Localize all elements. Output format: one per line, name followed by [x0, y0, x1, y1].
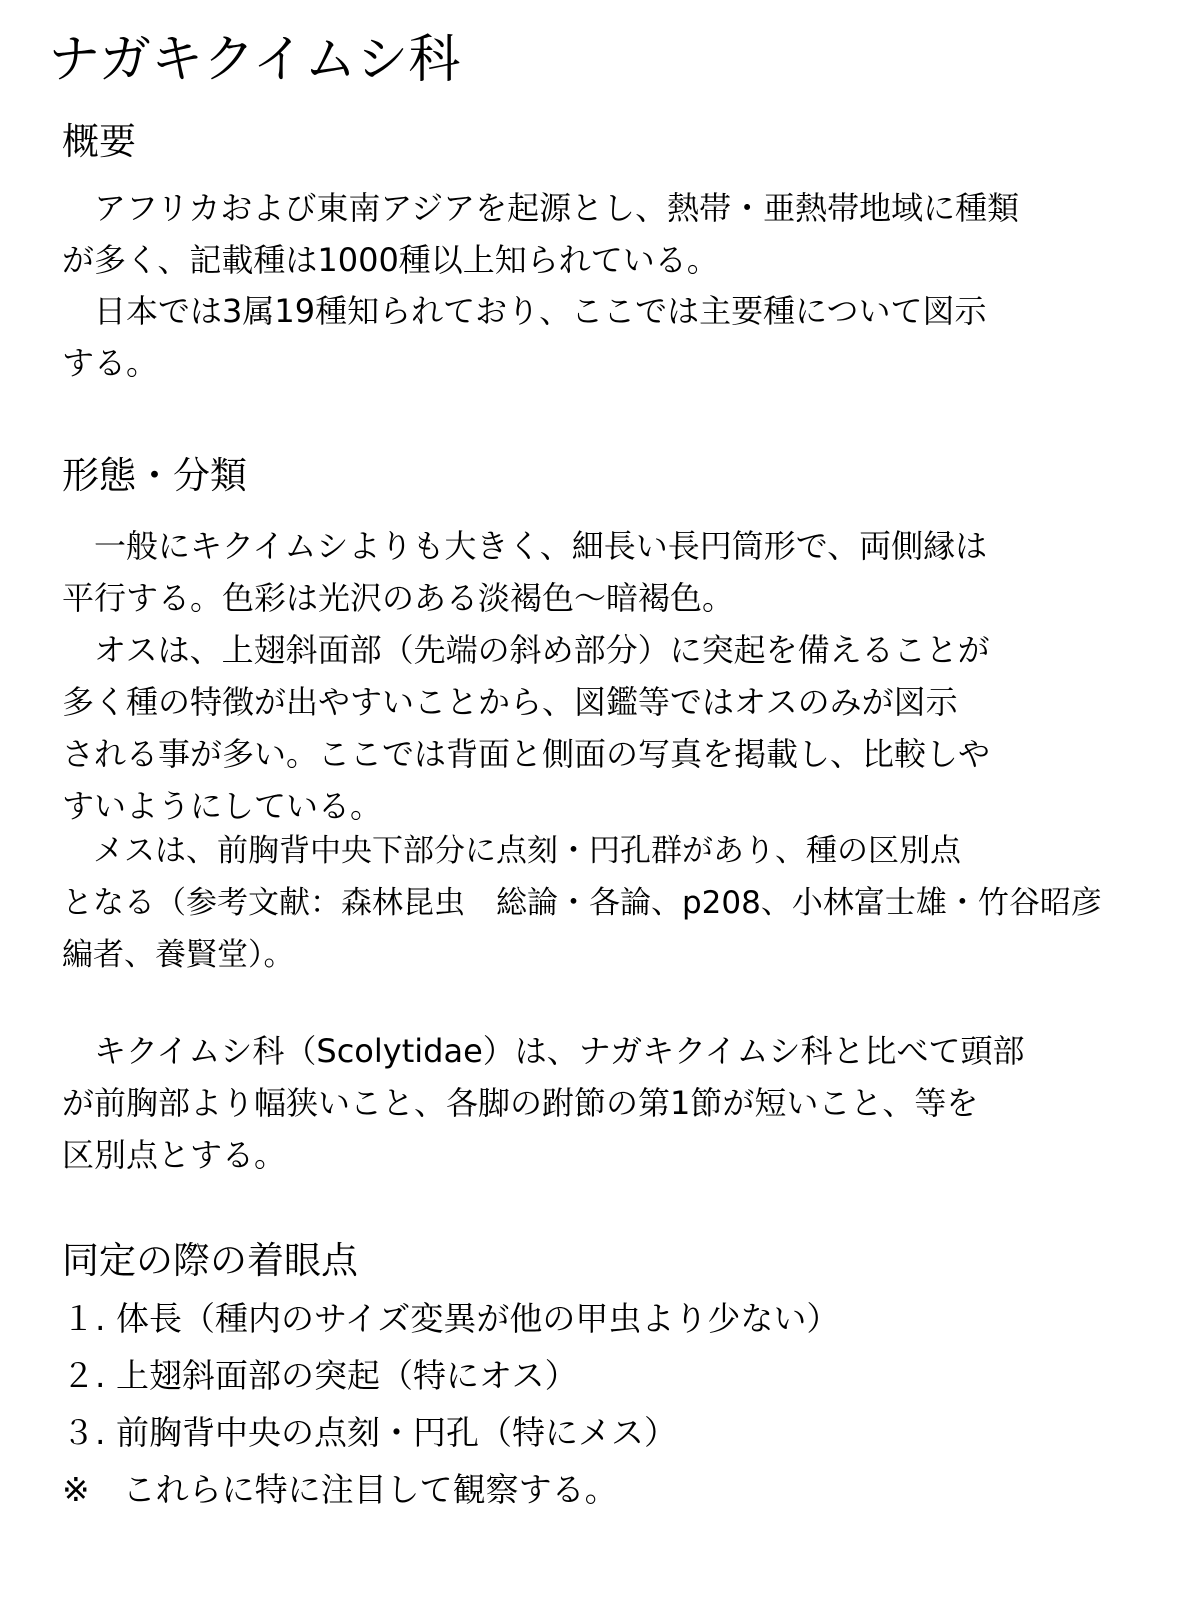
morphology-paragraph-1: 一般にキクイムシよりも大きく、細長い長円筒形で、両側縁は 平行する。色彩は光沢のある淡褐色～暗褐色。	[62, 527, 988, 617]
identification-item-3: ３. 前胸背中央の点刻・円孔（特にメス）	[62, 1413, 677, 1452]
morphology-paragraph-2: オスは、上翅斜面部（先端の斜め部分）に突起を備えることが 多く種の特徴が出やすいことから、図鑑等ではオスのみが図示 される事が多い。ここでは背面と側面の写真を掲載し、比較しや すいようにしている。	[62, 631, 991, 825]
morphology-heading: 形態・分類	[62, 454, 247, 497]
morphology-paragraph-3: メスは、前胸背中央下部分に点刻・円孔群があり、種の区別点 となる（参考文献：森林昆虫 総論・各論、p208、小林富士雄・竹谷昭彦 編者、養賢堂）。	[62, 833, 1102, 973]
identification-note: ※ これらに特に注目して観察する。	[62, 1470, 618, 1509]
identification-item-2: ２. 上翅斜面部の突起（特にオス）	[62, 1356, 578, 1395]
overview-paragraph-1: アフリカおよび東南アジアを起源とし、熱帯・亜熱帯地域に種類 が多く、記載種は1000種以上知られている。	[62, 189, 1020, 279]
identification-item-1: １. 体長（種内のサイズ変異が他の甲虫より少ない）	[62, 1299, 840, 1338]
identification-heading: 同定の際の着眼点	[62, 1239, 358, 1282]
overview-heading: 概要	[62, 120, 136, 163]
overview-paragraph-2: 日本では3属19種知られており、ここでは主要種について図示 する。	[62, 292, 987, 382]
morphology-paragraph-4: キクイムシ科（Scolytidae）は、ナガキクイムシ科と比べて頭部 が前胸部より幅狭いこと、各脚の跗節の第1節が短いこと、等を 区別点とする。	[62, 1032, 1025, 1174]
page-title: ナガキクイムシ科	[48, 30, 461, 90]
